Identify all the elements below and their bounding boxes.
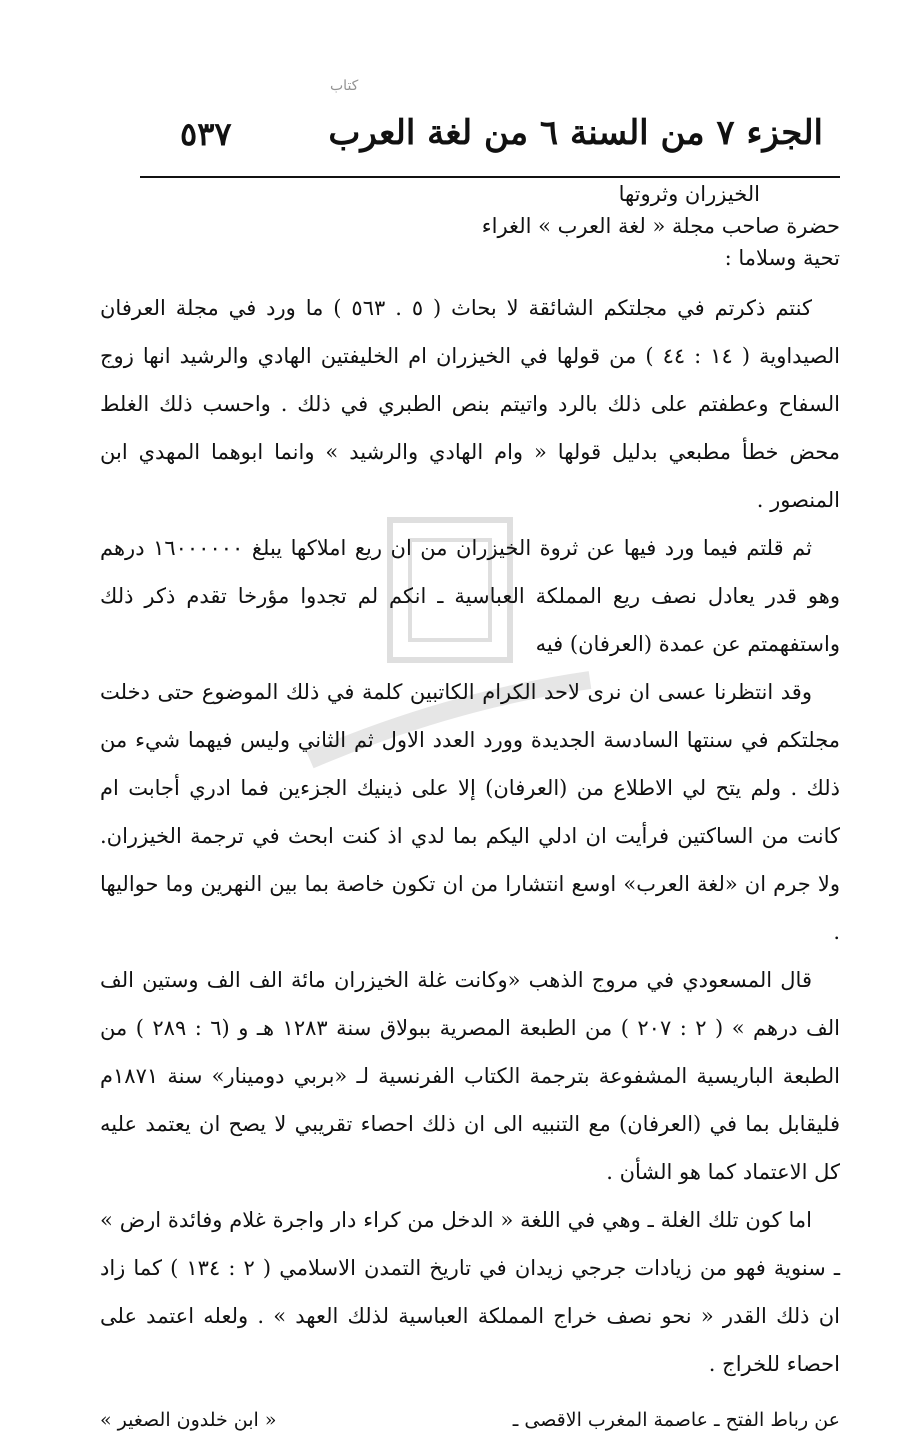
signature-author: « ابن خلدون الصغير » <box>100 1409 277 1431</box>
page-header <box>140 105 823 165</box>
greeting-line: تحية وسلاما : <box>724 246 840 270</box>
article-body <box>100 178 840 1444</box>
article-title: الخيزران وثروتها <box>618 182 760 206</box>
paragraph: قال المسعودي في مروج الذهب «وكانت غلة الخيزران مائة الف الف وستين الف الف درهم » ( ٢ : ٢٠٧ ) من الطبعة المصرية ببولاق سنة ١٢٨٣ هـ و (٦ : ٢٨٩ ) من الطبعة الباريسية المشفوعة بترجمة الكتاب الفرنسية لـ «بربي دومينار» سنة ١٨٧١م فليقابل بما في (العرفان) مع التنبيه الى ان ذلك احصاء تقريبي لا يصح ان يعتمد عليه كل الاعتماد كما هو الشأن . <box>100 968 841 1184</box>
paragraph: وقد انتظرنا عسى ان نرى لاحد الكرام الكاتبين كلمة في ذلك الموضوع حتى دخلت مجلتكم في سنتها السادسة الجديدة وورد العدد الاول ثم الثاني وليس فيهما شيء من ذلك . ولم يتح لي الاطلاع من (العرفان) إلا على ذينيك الجزءين فما ادري أجابت ام كانت من الساكتين فرأيت ان ادلي اليكم بما لدي اذ كنت ابحث في ترجمة الخيزران. ولا جرم ان «لغة العرب» اوسع انتشارا من ان تكون خاصة بما بين النهرين وما حواليها . <box>100 680 840 944</box>
salutation-block <box>100 178 840 274</box>
paragraph: اما كون تلك الغلة ـ وهي في اللغة « الدخل من كراء دار واجرة غلام وفائدة ارض » ـ سنوية فهو من زيادات جرجي زيدان في تاريخ التمدن الاسلامي ( ٢ : ١٣٤ ) كما زاد ان ذلك القدر « نحو نصف خراج المملكة العباسية لذلك العهد » . ولعله اعتمد على احصاء للخراج . <box>100 1208 840 1376</box>
paragraph: كنتم ذكرتم في مجلتكم الشائقة لا بحاث ( ٥ . ٥٦٣ ) ما ورد في مجلة العرفان الصيداوية ( ١٤ : ٤٤ ) من قولها في الخيزران ام الخليفتين الهادي والرشيد انها زوج السفاح وعطفتم على ذلك بالرد واتيتم بنص الطبري في ذلك . واحسب ذلك الغلط محض خطأ مطبعي بدليل قولها « وام الهادي والرشيد » وانما ابوهما المهدي ابن المنصور . <box>100 296 840 512</box>
top-stamp-mark: كتاب <box>330 78 359 94</box>
page-number: ٥٣٧ <box>180 115 232 153</box>
running-title: الجزء ٧ من السنة ٦ من لغة العرب <box>328 113 823 153</box>
signature-line <box>100 1396 840 1444</box>
addressee-line: حضرة صاحب مجلة « لغة العرب » الغراء <box>481 214 840 238</box>
paragraph: ثم قلتم فيما ورد فيها عن ثروة الخيزران من ان ريع املاكها يبلغ ١٦٠٠٠٠٠٠ درهم وهو قدر يعادل نصف ريع المملكة العباسية ـ انكم لم تجدوا مؤرخا تقدم ذكر ذلك واستفهمتم عن عمدة (العرفان) فيه <box>100 536 840 656</box>
signature-location: عن رباط الفتح ـ عاصمة المغرب الاقصى ـ <box>512 1409 840 1431</box>
